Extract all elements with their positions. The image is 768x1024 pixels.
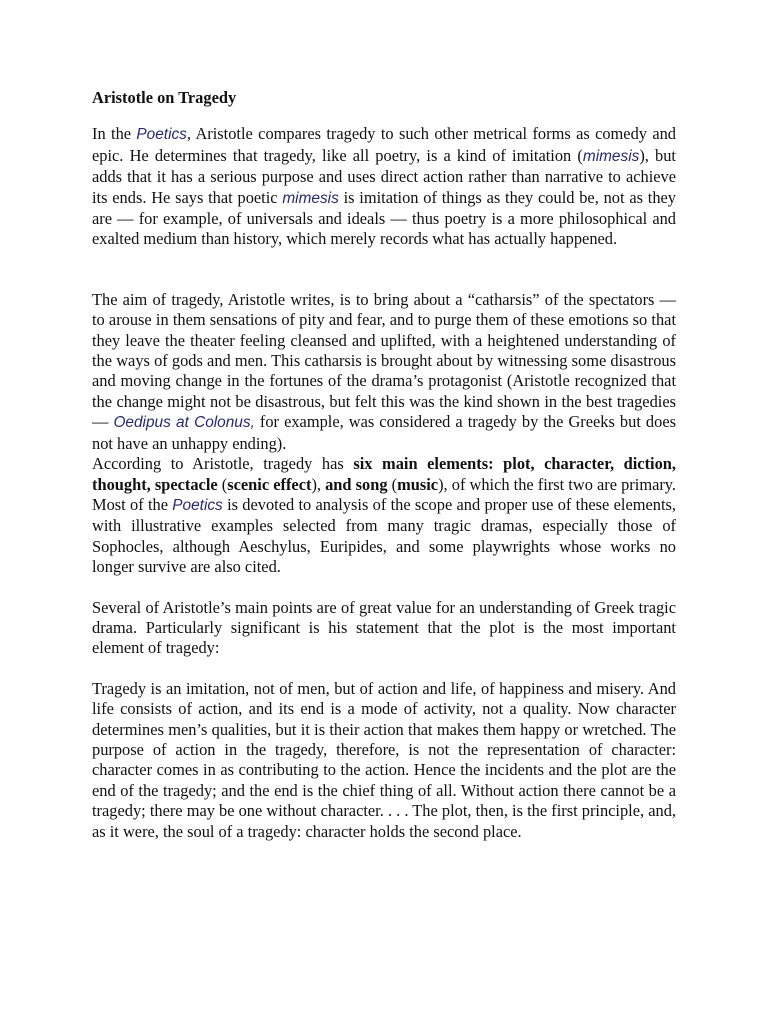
italic-mimesis: mimesis — [282, 189, 339, 207]
spacer — [92, 659, 676, 679]
italic-poetics: Poetics — [136, 126, 187, 144]
text-run: , Aristotle compares tragedy to such other metrical forms as comedy and epic. He determines that tragedy, like all poetry, is a kind of imitation ( — [92, 124, 676, 165]
italic-oedipus: Oedipus at Colonus, — [113, 414, 255, 432]
text-run: According to Aristotle, tragedy has — [92, 454, 354, 474]
text-run: ( — [217, 474, 228, 494]
italic-mimesis: mimesis — [582, 147, 640, 165]
text-run: ( — [387, 474, 398, 494]
text-run: In the — [92, 124, 137, 144]
text-run: is imitation of things as they could be, not as they are — for example, of universals and ideals — thus poetry is a more philosophical and exalted medium than history, which merely records what has actually happened. — [92, 187, 676, 249]
paragraph-poetics-intro — [92, 124, 676, 249]
paragraph-main-points: Several of Aristotle’s main points are of great value for an understanding of Greek tragic drama. Particularly significant is his statement that the plot is the most important element of tragedy: — [92, 597, 676, 658]
paragraph-catharsis — [92, 290, 676, 454]
bold-music: music — [397, 474, 439, 494]
bold-and-song: and song — [325, 474, 388, 494]
text-run: for example, was considered a tragedy by the Greeks but does not have an unhappy ending). — [92, 412, 676, 453]
document-page — [92, 88, 676, 842]
text-run: ), of which the first two are primary. Most of the — [92, 474, 677, 514]
text-run: ), — [311, 474, 326, 494]
document-title: Aristotle on Tragedy — [92, 88, 237, 107]
bold-elements: six main elements: plot, character, diction, thought, spectacle — [92, 454, 677, 494]
paragraph-six-elements — [92, 454, 676, 577]
text-run: The aim of tragedy, Aristotle writes, is to bring about a “catharsis” of the spectators — to arouse in them sensations of pity and fear, and to purge them of these emotions so that they leave the theater feeling cleansed and uplifted, with a heightened understanding of the ways of gods and men. This catharsis is brought about by witnessing some disastrous and moving change in the fortunes of the drama’s protagonist (Aristotle recognized that the change might not be disastrous, but felt this was the kind shown in the best tragedies — — [92, 289, 676, 432]
bold-scenic-effect: scenic effect — [227, 474, 312, 494]
text-run: ), but adds that it has a serious purpose and uses direct action rather than narrative to achieve its ends. He says that poetic — [92, 145, 676, 207]
spacer — [92, 250, 676, 290]
text-run: is devoted to analysis of the scope and proper use of these elements, with illustrative examples selected from many tragic dramas, especially those of Sophocles, although Aeschylus, Euripides, and some playwrights whose works no longer survive are also cited. — [92, 494, 676, 577]
paragraph-quote-plot: Tragedy is an imitation, not of men, but of action and life, of happiness and misery. And life consists of action, and its end is a mode of activity, not a quality. Now character determines men’s qualities, but it is their action that makes them happy or wretched. The purpose of action in the tragedy, therefore, is not the representation of character: character comes in as contributing to the action. Hence the incidents and the plot are the end of the tragedy; and the end is the chief thing of all. Without action there cannot be a tragedy; there may be one without character. . . . The plot, then, is the first principle, and, as it were, the soul of a tragedy: character holds the second place. — [92, 678, 676, 841]
spacer — [92, 578, 676, 598]
italic-poetics: Poetics — [172, 496, 223, 514]
